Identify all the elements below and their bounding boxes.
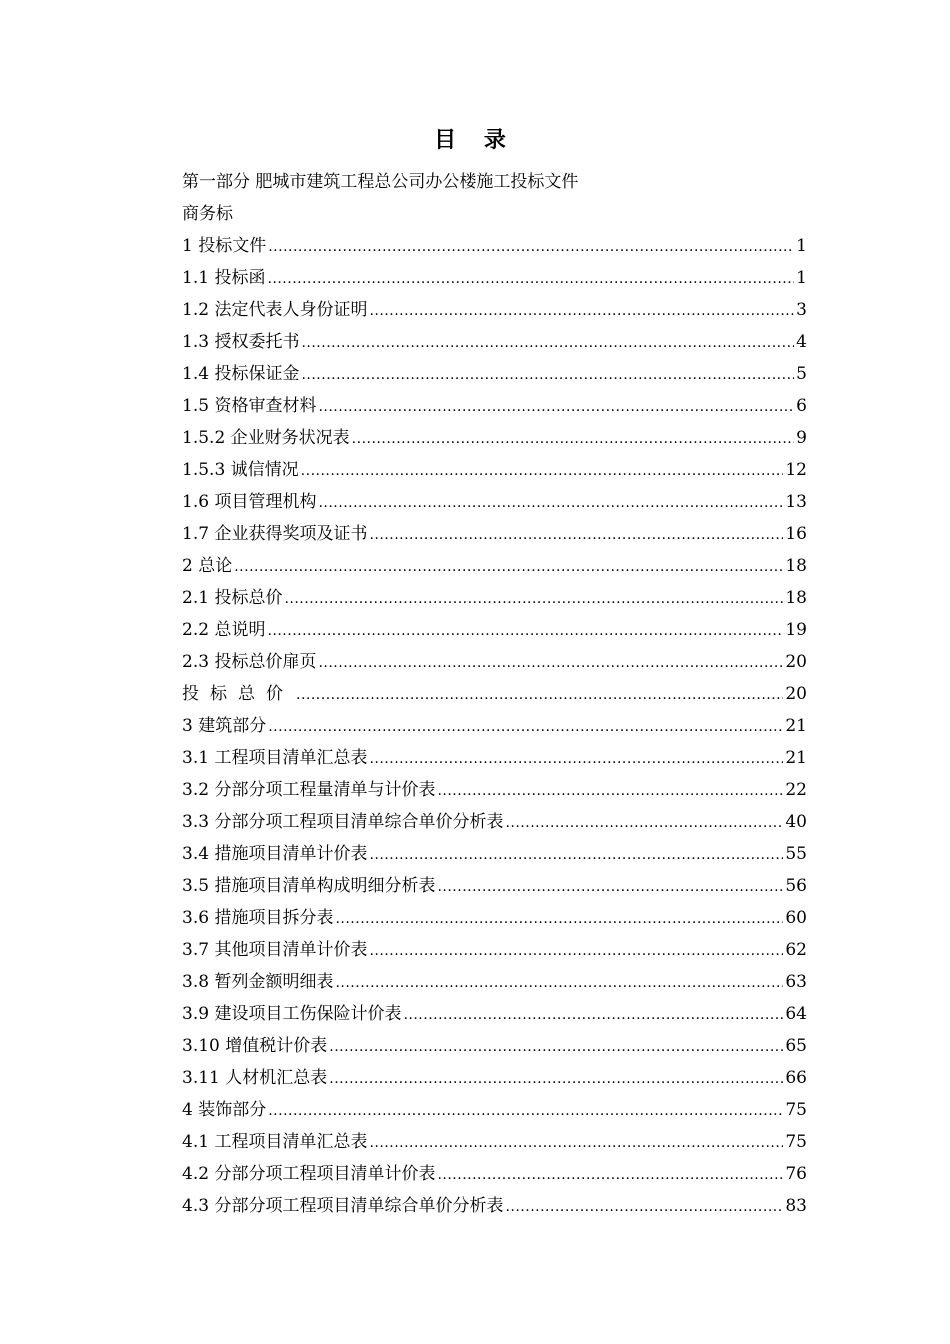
toc-entry-page-number: 55 bbox=[785, 844, 807, 864]
toc-entry[interactable] bbox=[182, 1002, 807, 1034]
toc-dot-leader bbox=[369, 843, 783, 867]
toc-entry[interactable] bbox=[182, 714, 807, 746]
toc-entry-page-number: 63 bbox=[785, 972, 807, 992]
toc-dot-leader bbox=[369, 939, 783, 963]
toc-entry[interactable] bbox=[182, 906, 807, 938]
toc-dot-leader bbox=[369, 523, 783, 547]
toc-entry-page-number: 1 bbox=[796, 268, 807, 288]
toc-entry[interactable] bbox=[182, 874, 807, 906]
toc-title: 目 录 bbox=[434, 128, 516, 153]
toc-dot-leader bbox=[437, 779, 783, 803]
toc-entry[interactable] bbox=[182, 810, 807, 842]
toc-dot-leader bbox=[335, 907, 783, 931]
toc-entry-label: 1.2 法定代表人身份证明 bbox=[182, 300, 368, 320]
toc-entry[interactable] bbox=[182, 394, 807, 426]
toc-entry-page-number: 76 bbox=[785, 1164, 807, 1184]
toc-entry[interactable] bbox=[182, 778, 807, 810]
toc-entry-label: 4.2 分部分项工程项目清单计价表 bbox=[182, 1164, 436, 1184]
toc-entry-label: 2.1 投标总价 bbox=[182, 588, 283, 608]
toc-dot-leader bbox=[352, 427, 795, 451]
section-heading: 商务标 bbox=[182, 204, 233, 224]
toc-entry[interactable] bbox=[182, 1194, 807, 1226]
toc-dot-leader bbox=[267, 267, 794, 291]
toc-dot-leader bbox=[296, 683, 783, 707]
toc-dot-leader bbox=[318, 651, 783, 675]
toc-entry-page-number: 19 bbox=[785, 620, 807, 640]
toc-entry[interactable] bbox=[182, 330, 807, 362]
toc-entry[interactable] bbox=[182, 842, 807, 874]
toc-entry-page-number: 66 bbox=[785, 1068, 807, 1088]
toc-entry[interactable] bbox=[182, 1066, 807, 1098]
toc-entry-label: 2 总论 bbox=[182, 556, 233, 576]
toc-entry-page-number: 64 bbox=[785, 1004, 807, 1024]
toc-entry-label: 1.5 资格审查材料 bbox=[182, 396, 317, 416]
toc-entry[interactable] bbox=[182, 362, 807, 394]
toc-dot-leader bbox=[268, 1099, 783, 1123]
toc-entry-label: 4.1 工程项目清单汇总表 bbox=[182, 1132, 368, 1152]
toc-entry-label: 3.5 措施项目清单构成明细分析表 bbox=[182, 876, 436, 896]
toc-entry-page-number: 6 bbox=[796, 396, 807, 416]
toc-dot-leader bbox=[318, 491, 783, 515]
toc-entry-page-number: 21 bbox=[785, 716, 807, 736]
toc-dot-leader bbox=[505, 811, 783, 835]
toc-entry-page-number: 18 bbox=[785, 556, 807, 576]
toc-entry-label: 3.2 分部分项工程量清单与计价表 bbox=[182, 780, 436, 800]
toc-entry-page-number: 5 bbox=[796, 364, 807, 384]
toc-entry-label: 3.11 人材机汇总表 bbox=[182, 1068, 328, 1088]
toc-list bbox=[182, 234, 807, 1226]
toc-dot-leader bbox=[301, 331, 794, 355]
toc-entry[interactable] bbox=[182, 426, 807, 458]
toc-dot-leader bbox=[329, 1067, 783, 1091]
toc-entry[interactable] bbox=[182, 554, 807, 586]
toc-entry[interactable] bbox=[182, 1130, 807, 1162]
toc-entry-label: 投标总价 bbox=[182, 684, 294, 704]
toc-dot-leader bbox=[505, 1195, 783, 1219]
toc-entry[interactable] bbox=[182, 970, 807, 1002]
toc-dot-leader bbox=[437, 875, 783, 899]
toc-dot-leader bbox=[403, 1003, 783, 1027]
toc-entry-page-number: 18 bbox=[785, 588, 807, 608]
toc-entry[interactable] bbox=[182, 298, 807, 330]
toc-entry-label: 3.6 措施项目拆分表 bbox=[182, 908, 334, 928]
toc-entry-label: 3.7 其他项目清单计价表 bbox=[182, 940, 368, 960]
toc-dot-leader bbox=[369, 299, 794, 323]
toc-dot-leader bbox=[329, 1035, 783, 1059]
toc-entry-label: 4 装饰部分 bbox=[182, 1100, 267, 1120]
toc-entry-label: 1.1 投标函 bbox=[182, 268, 266, 288]
toc-entry-page-number: 75 bbox=[785, 1132, 807, 1152]
toc-entry-page-number: 16 bbox=[785, 524, 807, 544]
toc-dot-leader bbox=[284, 587, 783, 611]
toc-entry-label: 3.10 增值税计价表 bbox=[182, 1036, 328, 1056]
toc-dot-leader bbox=[268, 715, 783, 739]
toc-entry-page-number: 1 bbox=[796, 236, 807, 256]
toc-entry-page-number: 22 bbox=[785, 780, 807, 800]
toc-dot-leader bbox=[318, 395, 794, 419]
toc-dot-leader bbox=[301, 459, 784, 483]
toc-entry[interactable] bbox=[182, 618, 807, 650]
toc-entry-label: 3.3 分部分项工程项目清单综合单价分析表 bbox=[182, 812, 504, 832]
toc-entry-page-number: 4 bbox=[796, 332, 807, 352]
toc-dot-leader bbox=[369, 747, 783, 771]
toc-entry[interactable] bbox=[182, 1098, 807, 1130]
toc-entry-label: 1.7 企业获得奖项及证书 bbox=[182, 524, 368, 544]
toc-entry[interactable] bbox=[182, 1034, 807, 1066]
toc-entry-label: 1 投标文件 bbox=[182, 236, 267, 256]
toc-entry-page-number: 62 bbox=[785, 940, 807, 960]
toc-entry[interactable] bbox=[182, 490, 807, 522]
toc-entry-page-number: 13 bbox=[785, 492, 807, 512]
toc-entry-label: 2.3 投标总价扉页 bbox=[182, 652, 317, 672]
toc-entry-label: 3.1 工程项目清单汇总表 bbox=[182, 748, 368, 768]
toc-entry-page-number: 12 bbox=[785, 460, 807, 480]
part-heading: 第一部分 肥城市建筑工程总公司办公楼施工投标文件 bbox=[182, 172, 579, 192]
toc-entry-page-number: 9 bbox=[796, 428, 807, 448]
toc-entry-label: 1.6 项目管理机构 bbox=[182, 492, 317, 512]
toc-entry[interactable] bbox=[182, 650, 807, 682]
toc-entry-page-number: 60 bbox=[785, 908, 807, 928]
toc-entry[interactable] bbox=[182, 746, 807, 778]
toc-entry-page-number: 65 bbox=[785, 1036, 807, 1056]
toc-entry-label: 3.4 措施项目清单计价表 bbox=[182, 844, 368, 864]
toc-entry-label: 1.4 投标保证金 bbox=[182, 364, 300, 384]
toc-entry[interactable] bbox=[182, 458, 807, 490]
toc-entry-label: 1.5.3 诚信情况 bbox=[182, 460, 299, 480]
toc-entry-label: 3.8 暂列金额明细表 bbox=[182, 972, 334, 992]
toc-entry[interactable] bbox=[182, 586, 807, 618]
toc-entry[interactable] bbox=[182, 938, 807, 970]
toc-dot-leader bbox=[234, 555, 783, 579]
toc-entry-label: 3 建筑部分 bbox=[182, 716, 267, 736]
toc-dot-leader bbox=[267, 619, 783, 643]
toc-entry-label: 3.9 建设项目工伤保险计价表 bbox=[182, 1004, 402, 1024]
toc-entry-page-number: 21 bbox=[785, 748, 807, 768]
toc-entry-page-number: 75 bbox=[785, 1100, 807, 1120]
toc-entry-label: 1.3 授权委托书 bbox=[182, 332, 300, 352]
toc-entry-page-number: 20 bbox=[785, 652, 807, 672]
toc-entry-page-number: 56 bbox=[785, 876, 807, 896]
toc-entry[interactable] bbox=[182, 1162, 807, 1194]
toc-entry[interactable] bbox=[182, 234, 807, 266]
toc-dot-leader bbox=[369, 1131, 783, 1155]
toc-dot-leader bbox=[268, 235, 794, 259]
toc-entry-page-number: 20 bbox=[785, 684, 807, 704]
toc-dot-leader bbox=[437, 1163, 783, 1187]
toc-entry[interactable] bbox=[182, 522, 807, 554]
toc-entry-label: 1.5.2 企业财务状况表 bbox=[182, 428, 350, 448]
toc-entry-page-number: 83 bbox=[785, 1196, 807, 1216]
toc-dot-leader bbox=[335, 971, 783, 995]
toc-entry-label: 2.2 总说明 bbox=[182, 620, 266, 640]
toc-entry-label: 4.3 分部分项工程项目清单综合单价分析表 bbox=[182, 1196, 504, 1216]
toc-dot-leader bbox=[301, 363, 794, 387]
toc-entry[interactable] bbox=[182, 682, 807, 714]
toc-entry[interactable] bbox=[182, 266, 807, 298]
toc-entry-page-number: 40 bbox=[785, 812, 807, 832]
toc-entry-page-number: 3 bbox=[796, 300, 807, 320]
